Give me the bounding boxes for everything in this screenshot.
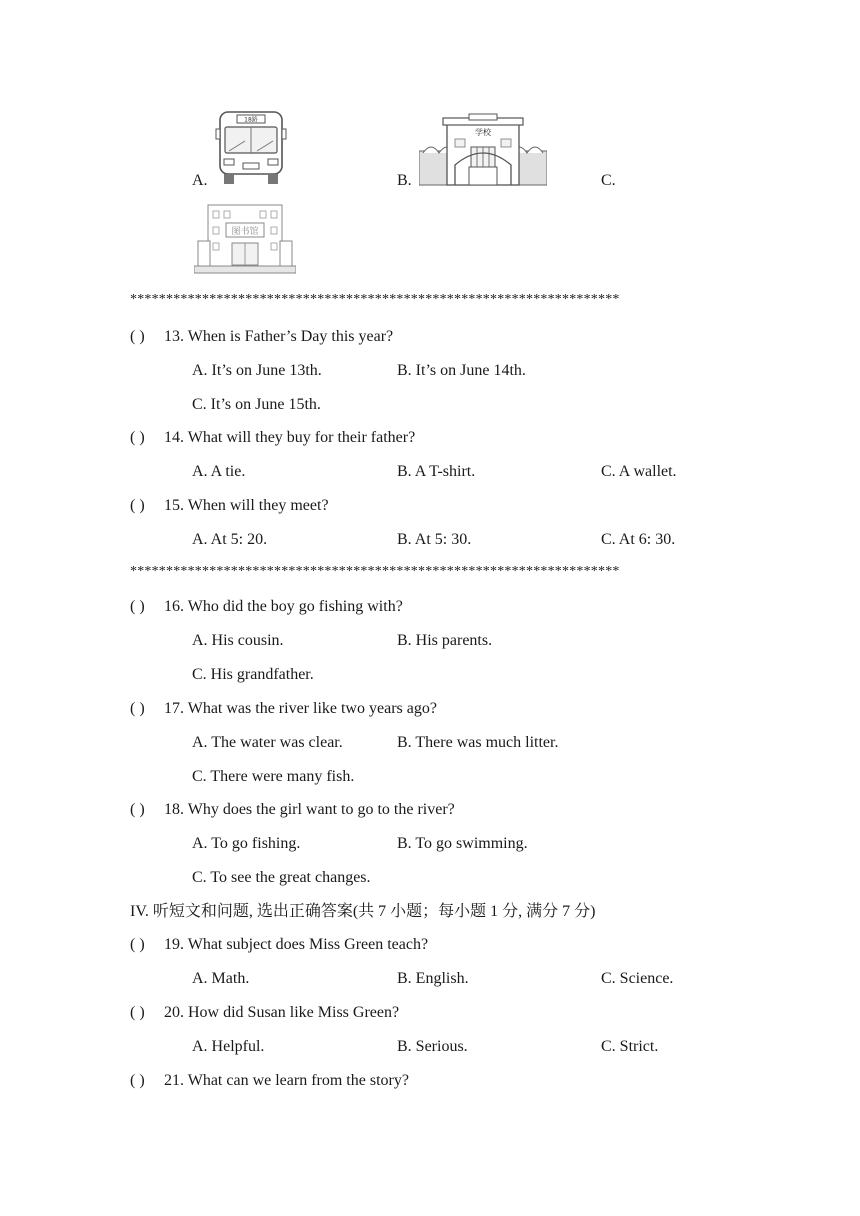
question-13 <box>130 327 393 347</box>
question-stem: 21. What can we learn from the story? <box>164 1072 409 1089</box>
option-c: C. It’s on June 15th. <box>192 396 321 413</box>
option-a-label: A. <box>192 172 208 189</box>
option-b: B. To go swimming. <box>397 835 528 852</box>
option-c: C. There were many fish. <box>192 768 355 785</box>
option-b: B. There was much litter. <box>397 734 559 751</box>
school-icon <box>419 113 547 187</box>
question-14 <box>130 428 415 448</box>
option-a: A. At 5: 20. <box>192 531 268 548</box>
option-a: A. The water was clear. <box>192 734 343 751</box>
option-a: A. It’s on June 13th. <box>192 362 322 379</box>
option-b: B. A T-shirt. <box>397 463 476 480</box>
question-18 <box>130 800 455 820</box>
question-stem: 14. What will they buy for their father? <box>164 429 416 446</box>
question-stem: 20. How did Susan like Miss Green? <box>164 1004 400 1021</box>
question-stem: 19. What subject does Miss Green teach? <box>164 936 429 953</box>
answer-blank[interactable]: ( ) <box>130 700 145 717</box>
answer-blank[interactable]: ( ) <box>130 598 145 615</box>
option-b-label: B. <box>397 172 412 189</box>
option-a: A. A tie. <box>192 463 246 480</box>
answer-blank[interactable]: ( ) <box>130 1004 145 1021</box>
question-stem: 15. When will they meet? <box>164 497 329 514</box>
bus-sign-text: 18路 <box>244 116 258 124</box>
option-b: B. His parents. <box>397 632 493 649</box>
option-c: C. At 6: 30. <box>601 531 676 548</box>
question-17 <box>130 699 437 719</box>
section-heading: IV. 听短文和问题, 选出正确答案(共 7 小题；每小题 1 分, 满分 7 分) <box>130 903 596 920</box>
answer-blank[interactable]: ( ) <box>130 1072 145 1089</box>
answer-blank[interactable]: ( ) <box>130 936 145 953</box>
option-a: A. To go fishing. <box>192 835 301 852</box>
question-19 <box>130 935 428 955</box>
question-stem: 18. Why does the girl want to go to the river? <box>164 801 455 818</box>
school-sign-text: 学校 <box>475 128 491 137</box>
answer-blank[interactable]: ( ) <box>130 801 145 818</box>
option-c: C. To see the great changes. <box>192 869 371 886</box>
option-b: B. It’s on June 14th. <box>397 362 526 379</box>
question-15 <box>130 496 329 516</box>
option-b: B. Serious. <box>397 1038 468 1055</box>
option-a: A. Math. <box>192 970 250 987</box>
answer-blank[interactable]: ( ) <box>130 497 145 514</box>
library-sign-text: 图书馆 <box>231 227 259 237</box>
option-c-label: C. <box>601 172 616 189</box>
option-c: C. Strict. <box>601 1038 659 1055</box>
option-c: C. Science. <box>601 970 674 987</box>
question-stem: 16. Who did the boy go fishing with? <box>164 598 403 615</box>
question-20 <box>130 1003 399 1023</box>
option-a: A. Helpful. <box>192 1038 265 1055</box>
bus-icon <box>215 109 287 187</box>
question-stem: 13. When is Father’s Day this year? <box>164 328 394 345</box>
separator-line: ******************************************************************** <box>130 564 620 579</box>
question-stem: 17. What was the river like two years ago? <box>164 700 437 717</box>
library-icon <box>194 203 296 275</box>
option-a: A. His cousin. <box>192 632 284 649</box>
question-21 <box>130 1071 409 1091</box>
separator-line: ******************************************************************** <box>130 292 620 307</box>
answer-blank[interactable]: ( ) <box>130 328 145 345</box>
option-c: C. His grandfather. <box>192 666 314 683</box>
option-c: C. A wallet. <box>601 463 677 480</box>
option-b: B. At 5: 30. <box>397 531 472 548</box>
question-16 <box>130 597 403 617</box>
option-b: B. English. <box>397 970 469 987</box>
answer-blank[interactable]: ( ) <box>130 429 145 446</box>
